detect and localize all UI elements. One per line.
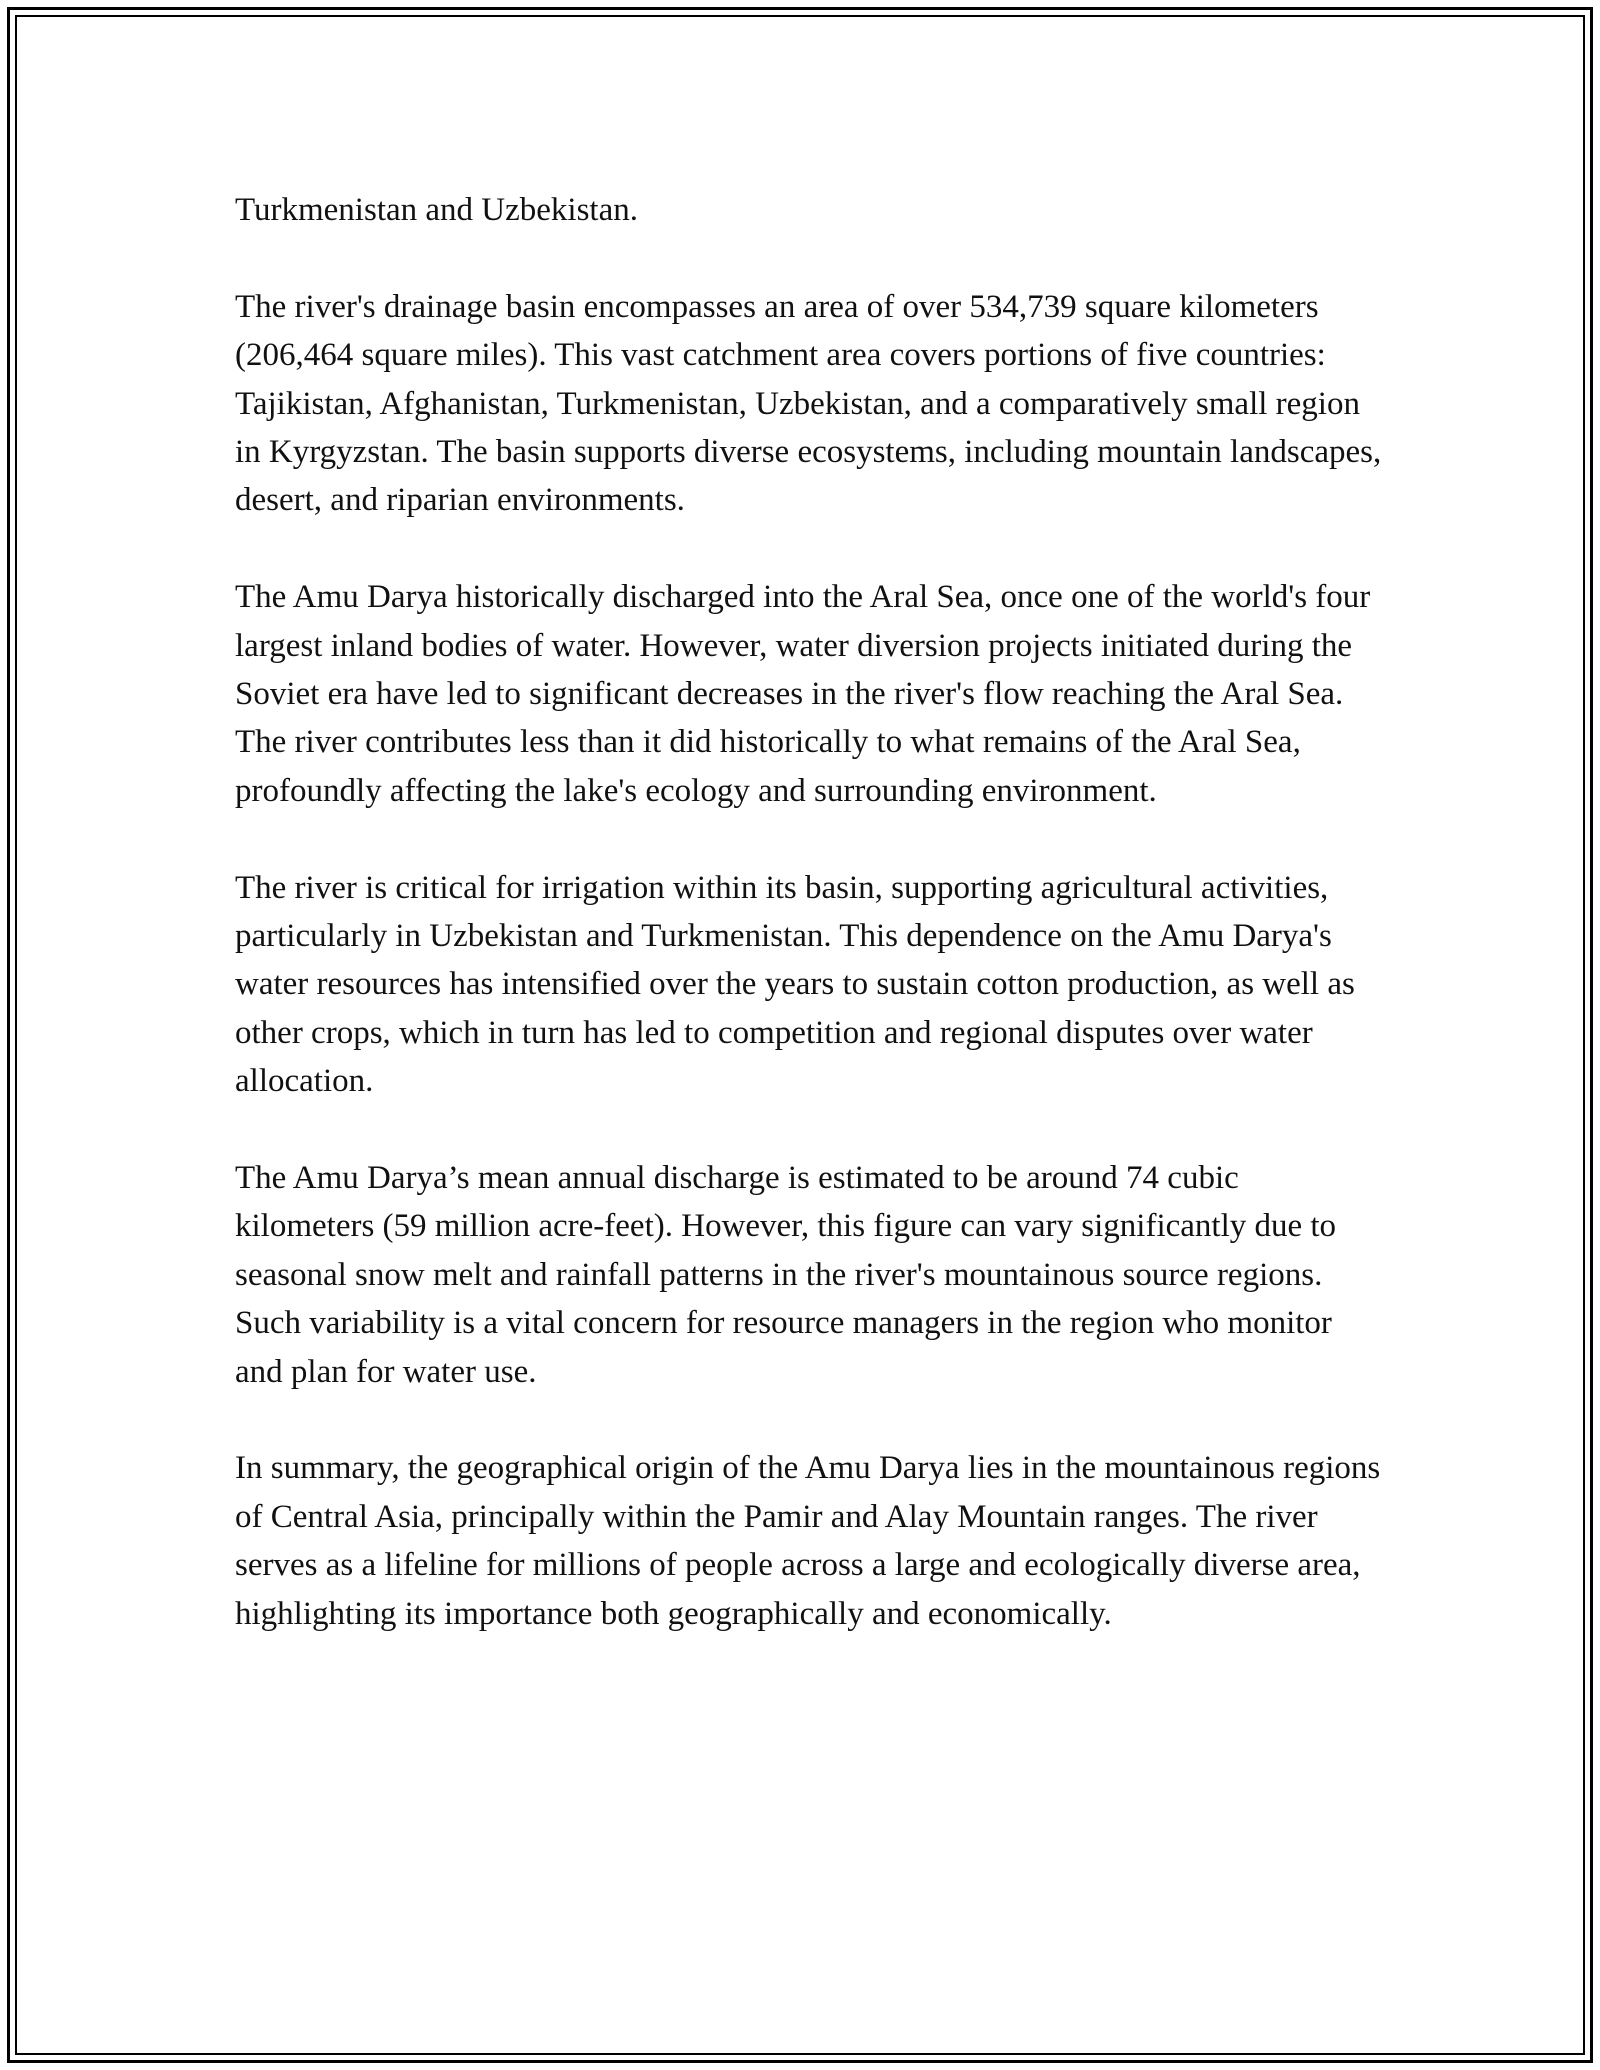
document-body — [235, 186, 1385, 1687]
paragraph-summary: In summary, the geographical origin of the Amu Darya lies in the mountainous regions of Central Asia, principally within the Pamir and Alay Mountain ranges. The river serves as a lifeline for millions of people across a large and ecologically diverse area, highlighting its importance both geographically and economically. — [235, 1450, 1381, 1632]
paragraph-irrigation: The river is critical for irrigation within its basin, supporting agricultural activities, particularly in Uzbekistan and Turkmenistan. This dependence on the Amu Darya's water resources has intensified over the years to sustain cotton production, as well as other crops, which in turn has led to competition and regional disputes over water allocation. — [235, 869, 1355, 1100]
paragraph-aral-sea: The Amu Darya historically discharged into the Aral Sea, once one of the world's four largest inland bodies of water. However, water diversion projects initiated during the Soviet era have led to significant decreases in the river's flow reaching the Aral Sea. The river contributes less than it did historically to what remains of the Aral Sea, profoundly affecting the lake's ecology and surrounding environment. — [235, 579, 1371, 809]
paragraph-discharge: The Amu Darya’s mean annual discharge is estimated to be around 74 cubic kilometers (59 million acre-feet). However, this figure can vary significantly due to seasonal snow melt and rainfall patterns in the river's mountainous source regions. Such variability is a vital concern for resource managers in the region who monitor and plan for water use. — [235, 1160, 1337, 1390]
paragraph-continuation: Turkmenistan and Uzbekistan. — [235, 192, 638, 228]
paragraph-drainage-basin: The river's drainage basin encompasses an area of over 534,739 square kilometers (206,464 square miles). This vast catchment area covers portions of five countries: Tajikistan, Afghanistan, Turkmenistan, Uzbekistan, and a comparatively small region in Kyrgyzstan. The basin supports diverse ecosystems, including mountain landscapes, desert, and riparian environments. — [235, 288, 1382, 519]
